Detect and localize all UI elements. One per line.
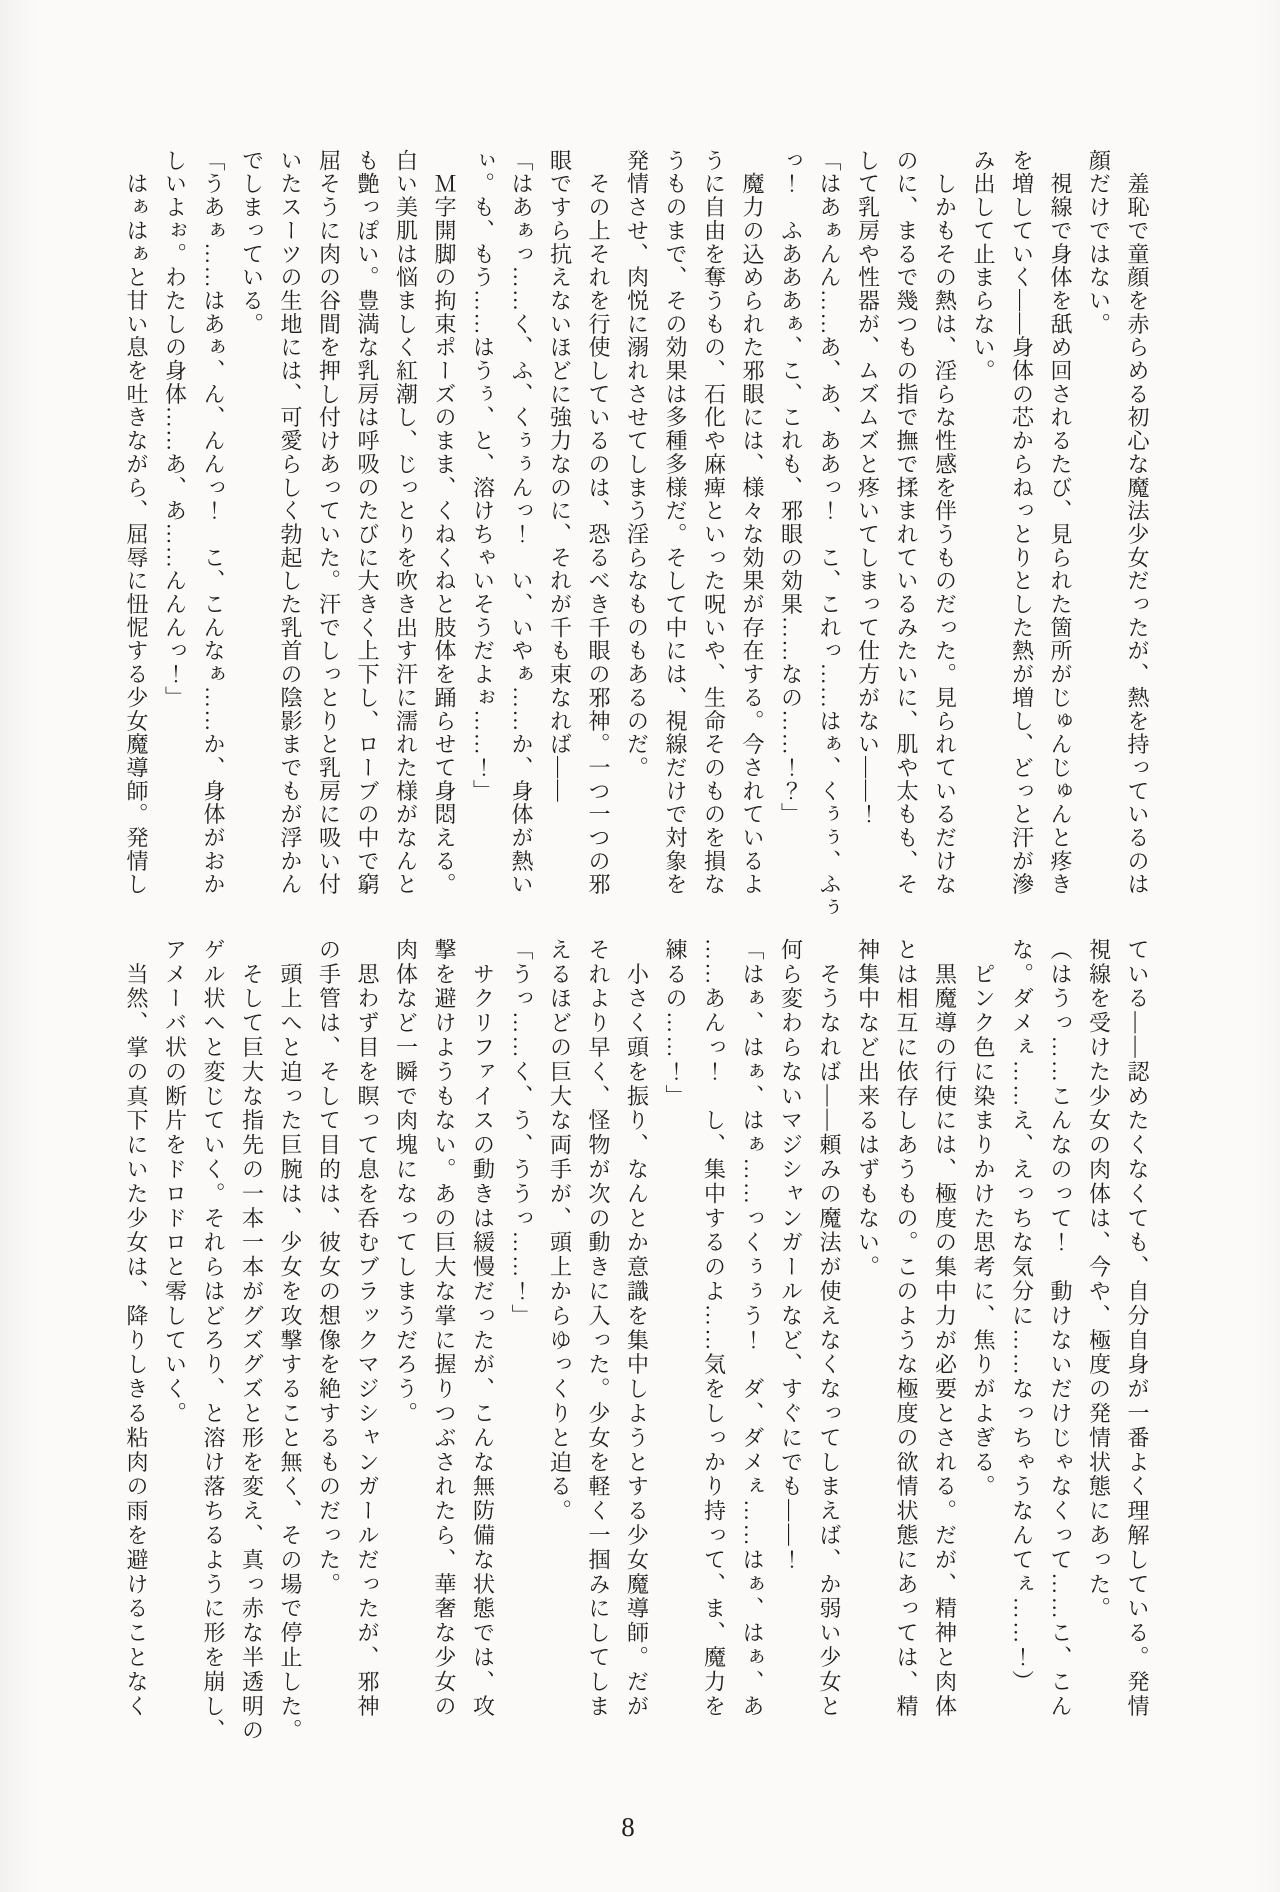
text-column: ぃ。も、もう……はうぅ、と、溶けちゃいそうだよぉ……！」 — [470, 149, 496, 803]
text-column: はぁはぁと甘い息を吐きながら、屈辱に忸怩する少女魔導師。発情し — [124, 149, 149, 897]
text-column: 視線で身体を舐め回されるたび、見られた箇所がじゅんじゅんと疼き — [1048, 149, 1073, 897]
text-column: 小さく頭を振り、なんとか意識を集中しようとする少女魔導師。だが — [624, 938, 650, 1719]
text-column: しかもその熱は、淫らな性感を伴うものだった。見られているだけな — [932, 149, 958, 897]
text-column: を増していく――身体の芯からねっとりとした熱が増し、どっと汗が滲 — [1009, 149, 1035, 897]
text-column: サクリファイスの動きは緩慢だったが、こんな無防備な状態では、攻 — [470, 938, 496, 1719]
text-column: うものまで、その効果は多種多様だ。そして中には、視線だけで対象を — [663, 149, 688, 897]
text-column: っ！ ふあああぁ、こ、これも、邪眼の効果……なの……！？」 — [778, 149, 804, 827]
text-column: 肉体など一瞬で肉塊になってしまうだろう。 — [393, 938, 419, 1426]
text-column: 白い美肌は悩ましく紅潮し、じっとりを吹き出す汗に濡れた様がなんと — [393, 149, 419, 897]
text-column: Ｍ字開脚の拘束ポーズのまま、くねくねと肢体を踊らせて身悶える。 — [432, 149, 457, 897]
text-column: して乳房や性器が、ムズムズと疼いてしまって仕方がない――！ — [855, 149, 881, 827]
text-column: 羞恥で童顔を赤らめる初心な魔法少女だったが、熱を持っているのは — [1125, 149, 1150, 897]
text-column: の手管は、そして目的は、彼女の想像を絶するものだった。 — [316, 938, 342, 1597]
text-column: 頭上へと迫った巨腕は、少女を攻撃すること無く、その場で停止した。 — [278, 938, 303, 1744]
text-column: うに自由を奪うもの、石化や麻痺といった呪いや、生命そのものを損な — [701, 149, 727, 897]
text-column: 「はあぁっ……く、ふ、くぅぅんっ！ い、いやぁ……か、身体が熱い — [509, 149, 534, 897]
text-column: のに、まるで幾つもの指で撫で揉まれているみたいに、肌や太もも、そ — [894, 149, 919, 897]
text-column: 顔だけではない。 — [1086, 149, 1112, 336]
text-column: 神集中など出来るはずもない。 — [855, 938, 881, 1280]
text-column: いたスーツの生地には、可愛らしく勃起した乳首の陰影までもが浮かん — [278, 149, 303, 897]
text-column: 当然、掌の真下にいた少女は、降りしきる粘肉の雨を避けることなく — [124, 938, 149, 1719]
text-column: ピンク色に染まりかけた思考に、焦りがよぎる。 — [971, 938, 996, 1500]
text-column: しいよぉ。わたしの身体……あ、あ……んんんっ！」 — [162, 149, 188, 710]
text-column: ……あんっ！ し、集中するのよ……気をしっかり持って、ま、魔力を — [701, 938, 727, 1719]
text-column: 練るの……！」 — [663, 938, 688, 1109]
text-block-top — [117, 149, 1157, 920]
text-column: ている――認めたくなくても、自分自身が一番よく理解している。発情 — [1125, 938, 1150, 1719]
text-column: 撃を避けようもない。あの巨大な掌に握りつぶされたら、華奢な少女の — [432, 938, 457, 1719]
text-column: み出して止まらない。 — [971, 149, 996, 383]
text-column: そうなれば――頼みの魔法が使えなくなってしまえば、か弱い少女と — [817, 938, 842, 1719]
text-column: 「はあぁんん……あ、あ、ああっ！ こ、これっ……はぁ、くぅぅ、ふぅ — [817, 149, 842, 920]
text-column: えるほどの巨大な両手が、頭上からゆっくりと迫る。 — [547, 938, 573, 1524]
text-column: 何ら変わらないマジシャンガールなど、すぐにでも――！ — [778, 938, 804, 1573]
text-column: 視線を受けた少女の肉体は、今や、極度の発情状態にあった。 — [1086, 938, 1112, 1622]
text-column: その上それを行使しているのは、恐るべき千眼の邪神。一つ一つの邪 — [586, 149, 611, 897]
text-column: 思わず目を瞑って息を呑むブラックマジシャンガールだったが、邪神 — [355, 938, 380, 1719]
text-column: そして巨大な指先の一本一本がグズグズと形を変え、真っ赤な半透明の — [239, 938, 265, 1744]
text-column: でしまっている。 — [239, 149, 265, 336]
text-column: 屈そうに肉の谷間を押し付けあっていた。汗でしっとりと乳房に吸い付 — [316, 149, 342, 897]
text-block-bottom — [117, 938, 1157, 1743]
text-column: 「はぁ、はぁ、はぁ……っくぅぅう！ ダ、ダメぇ……はぁ、はぁ、あ — [740, 938, 765, 1719]
page-number: 8 — [621, 1812, 635, 1842]
text-column: アメーバ状の断片をドロドロと零していく。 — [162, 938, 188, 1426]
text-column: （はうっ……こんなのって！ 動けないだけじゃなくって……こ、こん — [1048, 938, 1073, 1719]
text-column: な。ダメぇ……え、えっちな気分に……なっちゃうなんてぇ……！） — [1009, 938, 1035, 1695]
text-column: ゲル状へと変じていく。それらはどろり、と溶け落ちるように形を崩し、 — [201, 938, 226, 1744]
text-column: 黒魔導の行使には、極度の集中力が必要とされる。だが、精神と肉体 — [932, 938, 958, 1719]
text-column: それより早く、怪物が次の動きに入った。少女を軽く一掴みにしてしま — [586, 938, 611, 1719]
text-column: 眼ですら抗えないほどに強力なのに、それが千も束なれば―― — [547, 149, 573, 803]
text-column: 「うあぁ……はあぁ、ん、んんっ！ こ、こんなぁ……か、身体がおか — [201, 149, 226, 897]
text-column: とは相互に依存しあうもの。このような極度の欲情状態にあっては、精 — [894, 938, 919, 1719]
text-column: 魔力の込められた邪眼には、様々な効果が存在する。今されているよ — [740, 149, 765, 897]
text-column: 発情させ、肉悦に溺れさせてしまう淫らなものもあるのだ。 — [624, 149, 650, 780]
text-column: 「うっ……く、う、ううっ……！」 — [509, 938, 534, 1329]
text-column: も艶っぽい。豊満な乳房は呼吸のたびに大きく上下し、ローブの中で窮 — [355, 149, 380, 897]
